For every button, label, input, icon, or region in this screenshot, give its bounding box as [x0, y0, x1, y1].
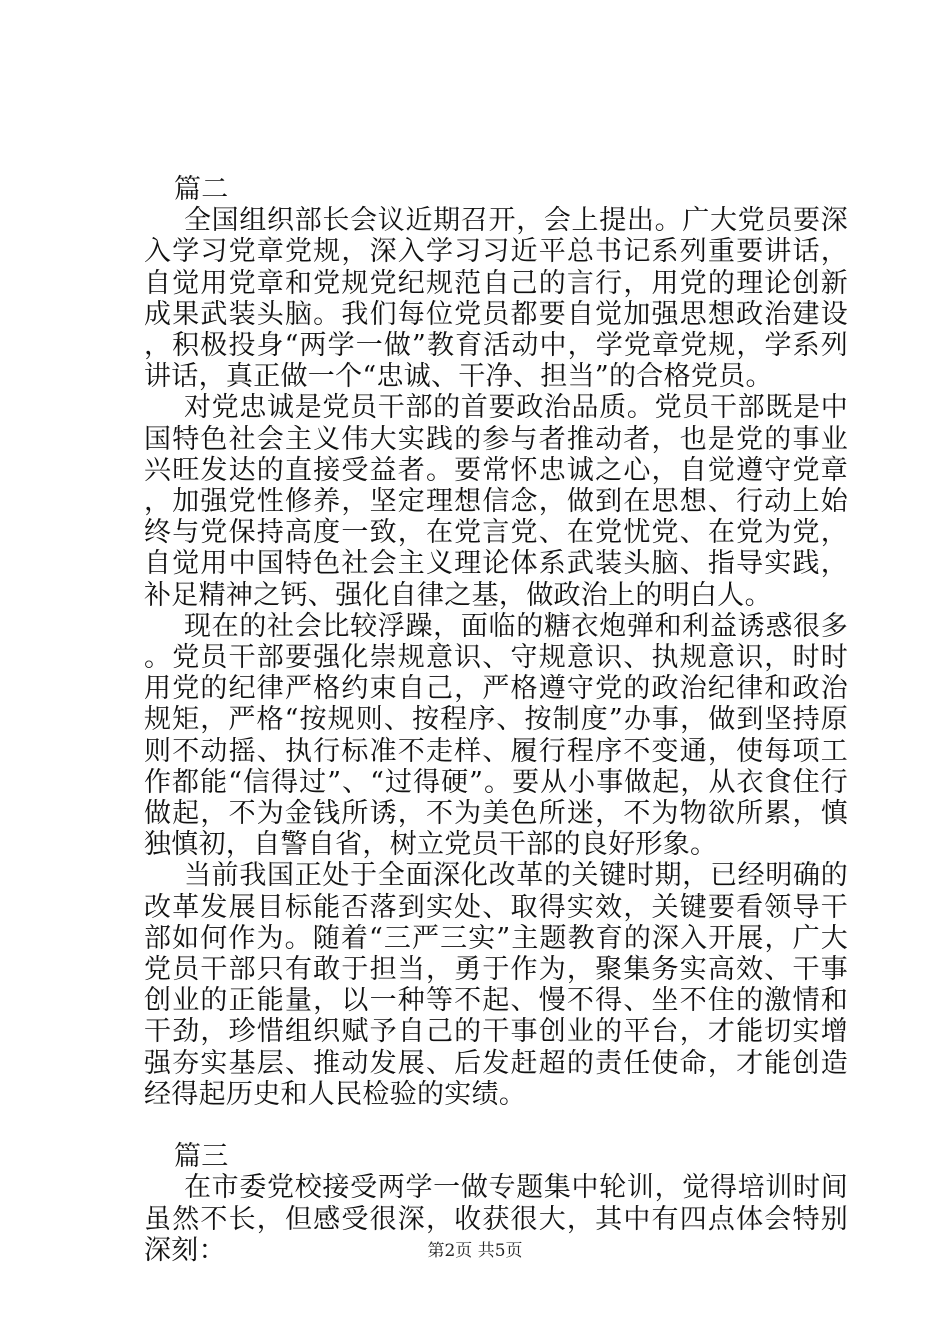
paragraph: 对党忠诚是党员干部的首要政治品质。党员干部既是中国特色社会主义伟大实践的参与者推动者，也是党的事业兴旺发达的直接受益者。要常怀忠诚之心，自觉遵守党章，加强党性修养，坚定理想信念，做到在思想、行动上始终与党保持高度一致，在党言党、在党忧党、在党为党，自觉用中国特色社会主义理论体系武装头脑、指导实践，补足精神之钙、强化自律之基，做政治上的明白人。	[144, 392, 848, 611]
section-heading: 篇二	[174, 174, 229, 205]
page-number-footer: 第2页 共5页	[427, 1241, 523, 1261]
section-spacer	[144, 1110, 848, 1141]
document-body	[144, 174, 848, 1266]
paragraph: 现在的社会比较浮躁，面临的糖衣炮弹和利益诱惑很多。党员干部要强化崇规意识、守规意识、执规意识，时时用党的纪律严格约束自己，严格遵守党的政治纪律和政治规矩，严格“按规则、按程序、按制度”办事，做到坚持原则不动摇、执行标准不走样、履行程序不变通，使每项工作都能“信得过”、“过得硬”。要从小事做起，从衣食住行做起，不为金钱所诱，不为美色所迷，不为物欲所累，慎独慎初，自警自省，树立党员干部的良好形象。	[144, 610, 848, 861]
section-2	[144, 174, 848, 1110]
paragraph: 全国组织部长会议近期召开，会上提出。广大党员要深入学习党章党规，深入学习习近平总书记系列重要讲话，自觉用党章和党规党纪规范自己的言行，用党的理论创新成果武装头脑。我们每位党员都要自觉加强思想政治建设，积极投身“两学一做”教育活动中，学党章党规，学系列讲话，真正做一个“忠诚、干净、担当”的合格党员。	[144, 205, 848, 393]
section-heading: 篇三	[174, 1141, 229, 1173]
paragraph: 当前我国正处于全面深化改革的关键时期，已经明确的改革发展目标能否落到实处、取得实效，关键要看领导干部如何作为。随着“三严三实”主题教育的深入开展，广大党员干部只有敢于担当，勇于作为，聚集务实高效、干事创业的正能量，以一种等不起、慢不得、坐不住的激情和干劲，珍惜组织赋予自己的干事创业的平台，才能切实增强夯实基层、推动发展、后发赶超的责任使命，才能创造经得起历史和人民检验的实绩。	[144, 860, 848, 1110]
paragraph: 在市委党校接受两学一做专题集中轮训，觉得培训时间虽然不长，但感受很深，收获很大，其中有四点体会特别深刻：	[144, 1172, 848, 1266]
